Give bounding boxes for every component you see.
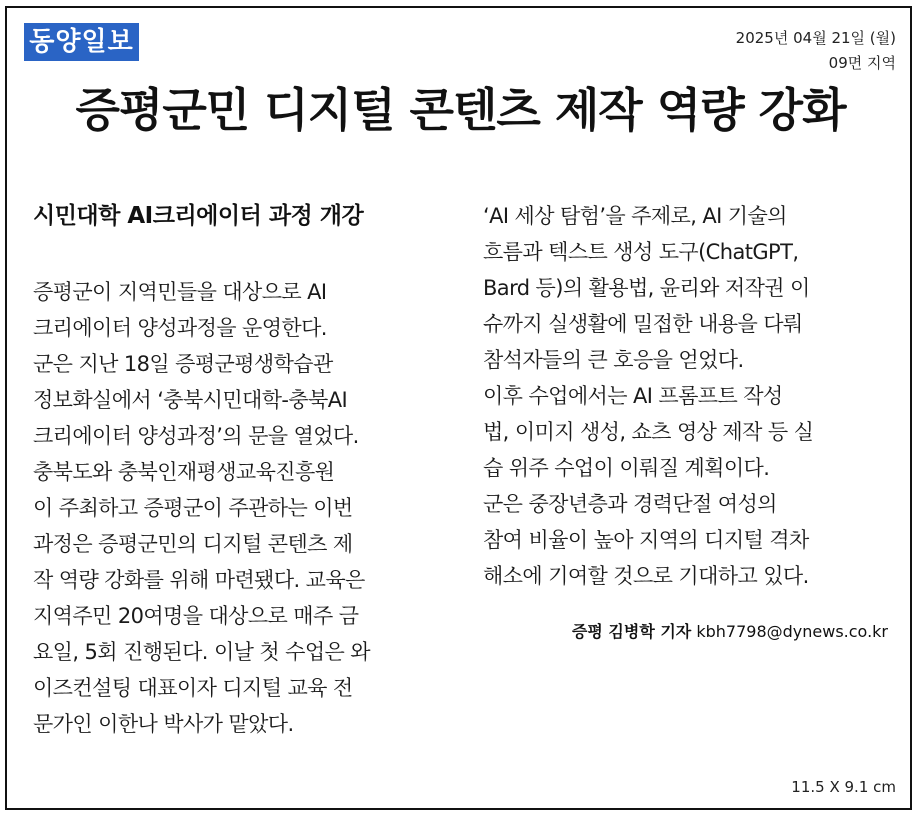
text-line: 이즈컨설팅 대표이자 디지털 교육 전 xyxy=(33,676,353,700)
text-line: 과정은 증평군민의 디지털 콘텐츠 제 xyxy=(33,532,353,556)
text-line: 슈까지 실생활에 밀접한 내용을 다뤄 xyxy=(483,312,803,336)
text-line: 작 역량 강화를 위해 마련됐다. 교육은 xyxy=(33,568,365,592)
clipping-size: 11.5 X 9.1 cm xyxy=(791,778,896,796)
text-line: 요일, 5회 진행된다. 이날 첫 수업은 와 xyxy=(33,640,370,664)
text-line: 증평군이 지역민들을 대상으로 AI xyxy=(33,280,327,304)
text-line: 이후 수업에서는 AI 프롬프트 작성 xyxy=(483,384,783,408)
headline: 증평군민 디지털 콘텐츠 제작 역량 강화 xyxy=(75,83,846,137)
article-clipping xyxy=(5,6,912,810)
text-line: 법, 이미지 생성, 쇼츠 영상 제작 등 실 xyxy=(483,420,814,444)
text-line: 습 위주 수업이 이뤄질 계획이다. xyxy=(483,456,770,480)
text-line: 충북도와 충북인재평생교육진흥원 xyxy=(33,460,335,484)
text-line: 크리에이터 양성과정’의 문을 열었다. xyxy=(33,424,359,448)
text-line: 이 주최하고 증평군이 주관하는 이번 xyxy=(33,496,353,520)
text-line: Bard 등)의 활용법, 윤리와 저작권 이 xyxy=(483,276,810,300)
text-line: 문가인 이한나 박사가 맡았다. xyxy=(33,712,294,736)
text-line: 참여 비율이 높아 지역의 디지털 격차 xyxy=(483,528,809,552)
left-column xyxy=(33,274,457,742)
subheadline: 시민대학 AI크리에이터 과정 개강 xyxy=(33,203,364,229)
publication-info xyxy=(736,26,896,76)
text-line: 군은 중장년층과 경력단절 여성의 xyxy=(483,492,777,516)
text-line: 지역주민 20여명을 대상으로 매주 금 xyxy=(33,604,359,628)
text-line: 크리에이터 양성과정을 운영한다. xyxy=(33,316,327,340)
text-line: 해소에 기여할 것으로 기대하고 있다. xyxy=(483,564,809,588)
text-line: 참석자들의 큰 호응을 얻었다. xyxy=(483,348,744,372)
reporter-email: kbh7798@dynews.co.kr xyxy=(696,622,888,641)
publication-date: 2025년 04월 21일 (월) xyxy=(735,29,896,47)
byline xyxy=(572,619,888,645)
newspaper-logo: 동양일보 xyxy=(24,23,139,61)
right-column xyxy=(483,198,903,594)
text-line: 정보화실에서 ‘충북시민대학-충북AI xyxy=(33,388,348,412)
text-line: ‘AI 세상 탐험’을 주제로, AI 기술의 xyxy=(483,204,787,228)
text-line: 흐름과 텍스트 생성 도구(ChatGPT, xyxy=(483,240,799,264)
text-line: 군은 지난 18일 증평군평생학습관 xyxy=(33,352,333,376)
reporter-name: 증평 김병학 기자 xyxy=(571,622,692,641)
page-number: 09면 지역 xyxy=(828,54,896,72)
